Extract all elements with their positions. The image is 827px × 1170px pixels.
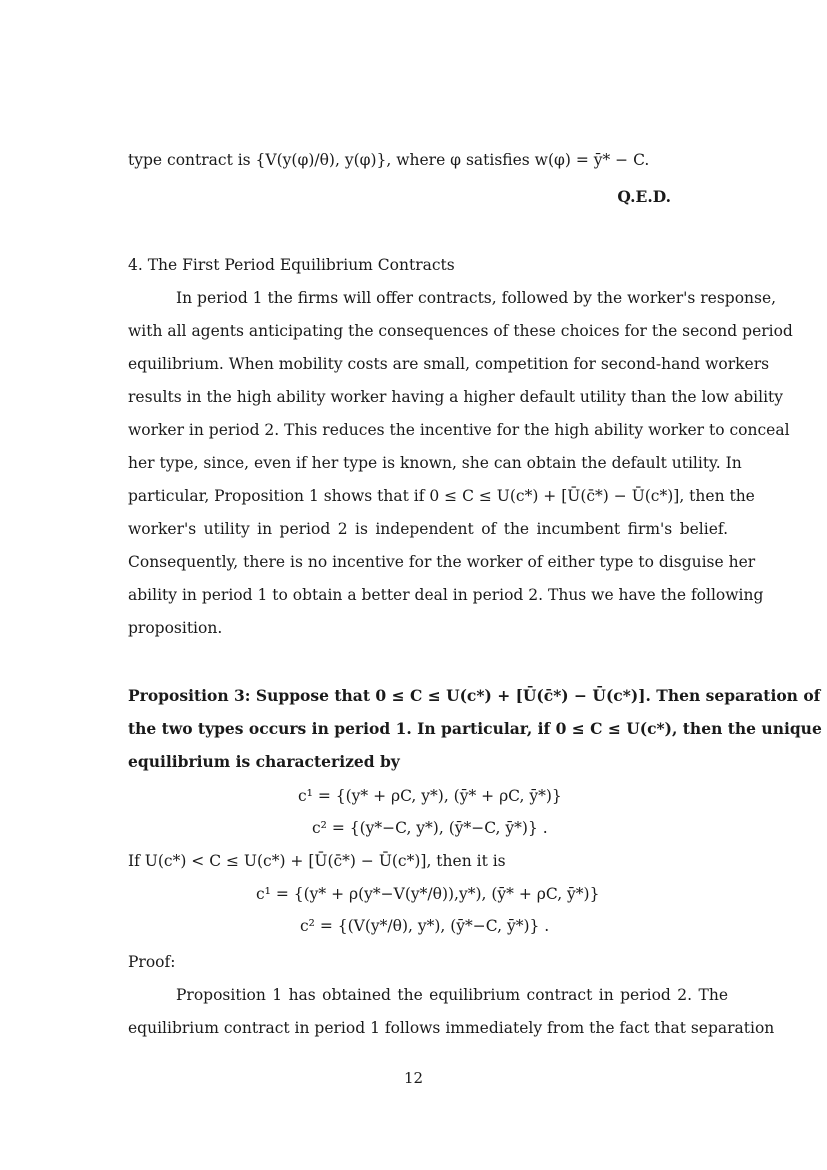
paragraph-line: ability in period 1 to obtain a better deal in period 2. Thus we have the following	[128, 586, 764, 604]
proof-line: Proposition 1 has obtained the equilibrium contract in period 2. The	[176, 986, 728, 1004]
equation-c2-case2: c² = {(V(y*/θ), y*), (ȳ*−C, ȳ*)} .	[300, 917, 550, 935]
paragraph-line: proposition.	[128, 619, 223, 637]
proof-label: Proof:	[128, 953, 176, 971]
paragraph-line: equilibrium. When mobility costs are small, competition for second-hand workers	[128, 355, 770, 373]
paragraph-line: In period 1 the firms will offer contracts, followed by the worker's response,	[176, 289, 777, 307]
paragraph-line: worker's utility in period 2 is independent of the incumbent firm's belief.	[128, 520, 728, 538]
paragraph-line: Consequently, there is no incentive for the worker of either type to disguise her	[128, 553, 756, 571]
paragraph-line: her type, since, even if her type is known, she can obtain the default utility. In	[128, 454, 742, 472]
proposition-line: Proposition 3: Suppose that 0 ≤ C ≤ U(c*) + [Ū(c̄*) − Ū(c*)]. Then separation of	[128, 686, 821, 705]
proof-line: equilibrium contract in period 1 follows immediately from the fact that separation	[128, 1019, 775, 1037]
if-line: If U(c*) < C ≤ U(c*) + [Ū(c̄*) − Ū(c*)], then it is	[128, 852, 506, 870]
qed-mark: Q.E.D.	[617, 187, 671, 206]
page-number: 12	[403, 1069, 424, 1087]
section-heading: 4. The First Period Equilibrium Contracts	[128, 256, 455, 274]
paragraph-line: results in the high ability worker having a higher default utility than the low ability	[128, 388, 784, 406]
paragraph-line: particular, Proposition 1 shows that if 0 ≤ C ≤ U(c*) + [Ū(c̄*) − Ū(c*)], then the	[128, 487, 755, 505]
equation-c1-case2: c¹ = {(y* + ρ(y*−V(y*/θ)),y*), (ȳ* + ρC, ȳ*)}	[256, 885, 600, 903]
equation-c2-case1: c² = {(y*−C, y*), (ȳ*−C, ȳ*)} .	[312, 819, 548, 837]
proposition-line: equilibrium is characterized by	[128, 752, 400, 771]
equation-c1-case1: c¹ = {(y* + ρC, y*), (ȳ* + ρC, ȳ*)}	[298, 787, 562, 805]
paragraph-line: worker in period 2. This reduces the incentive for the high ability worker to conceal	[128, 421, 790, 439]
proposition-line: the two types occurs in period 1. In particular, if 0 ≤ C ≤ U(c*), then the unique	[128, 719, 822, 738]
paragraph-line: with all agents anticipating the consequences of these choices for the second period	[128, 322, 793, 340]
top-line: type contract is {V(y(φ)/θ), y(φ)}, where φ satisfies w(φ) = ȳ* − C.	[128, 151, 650, 169]
